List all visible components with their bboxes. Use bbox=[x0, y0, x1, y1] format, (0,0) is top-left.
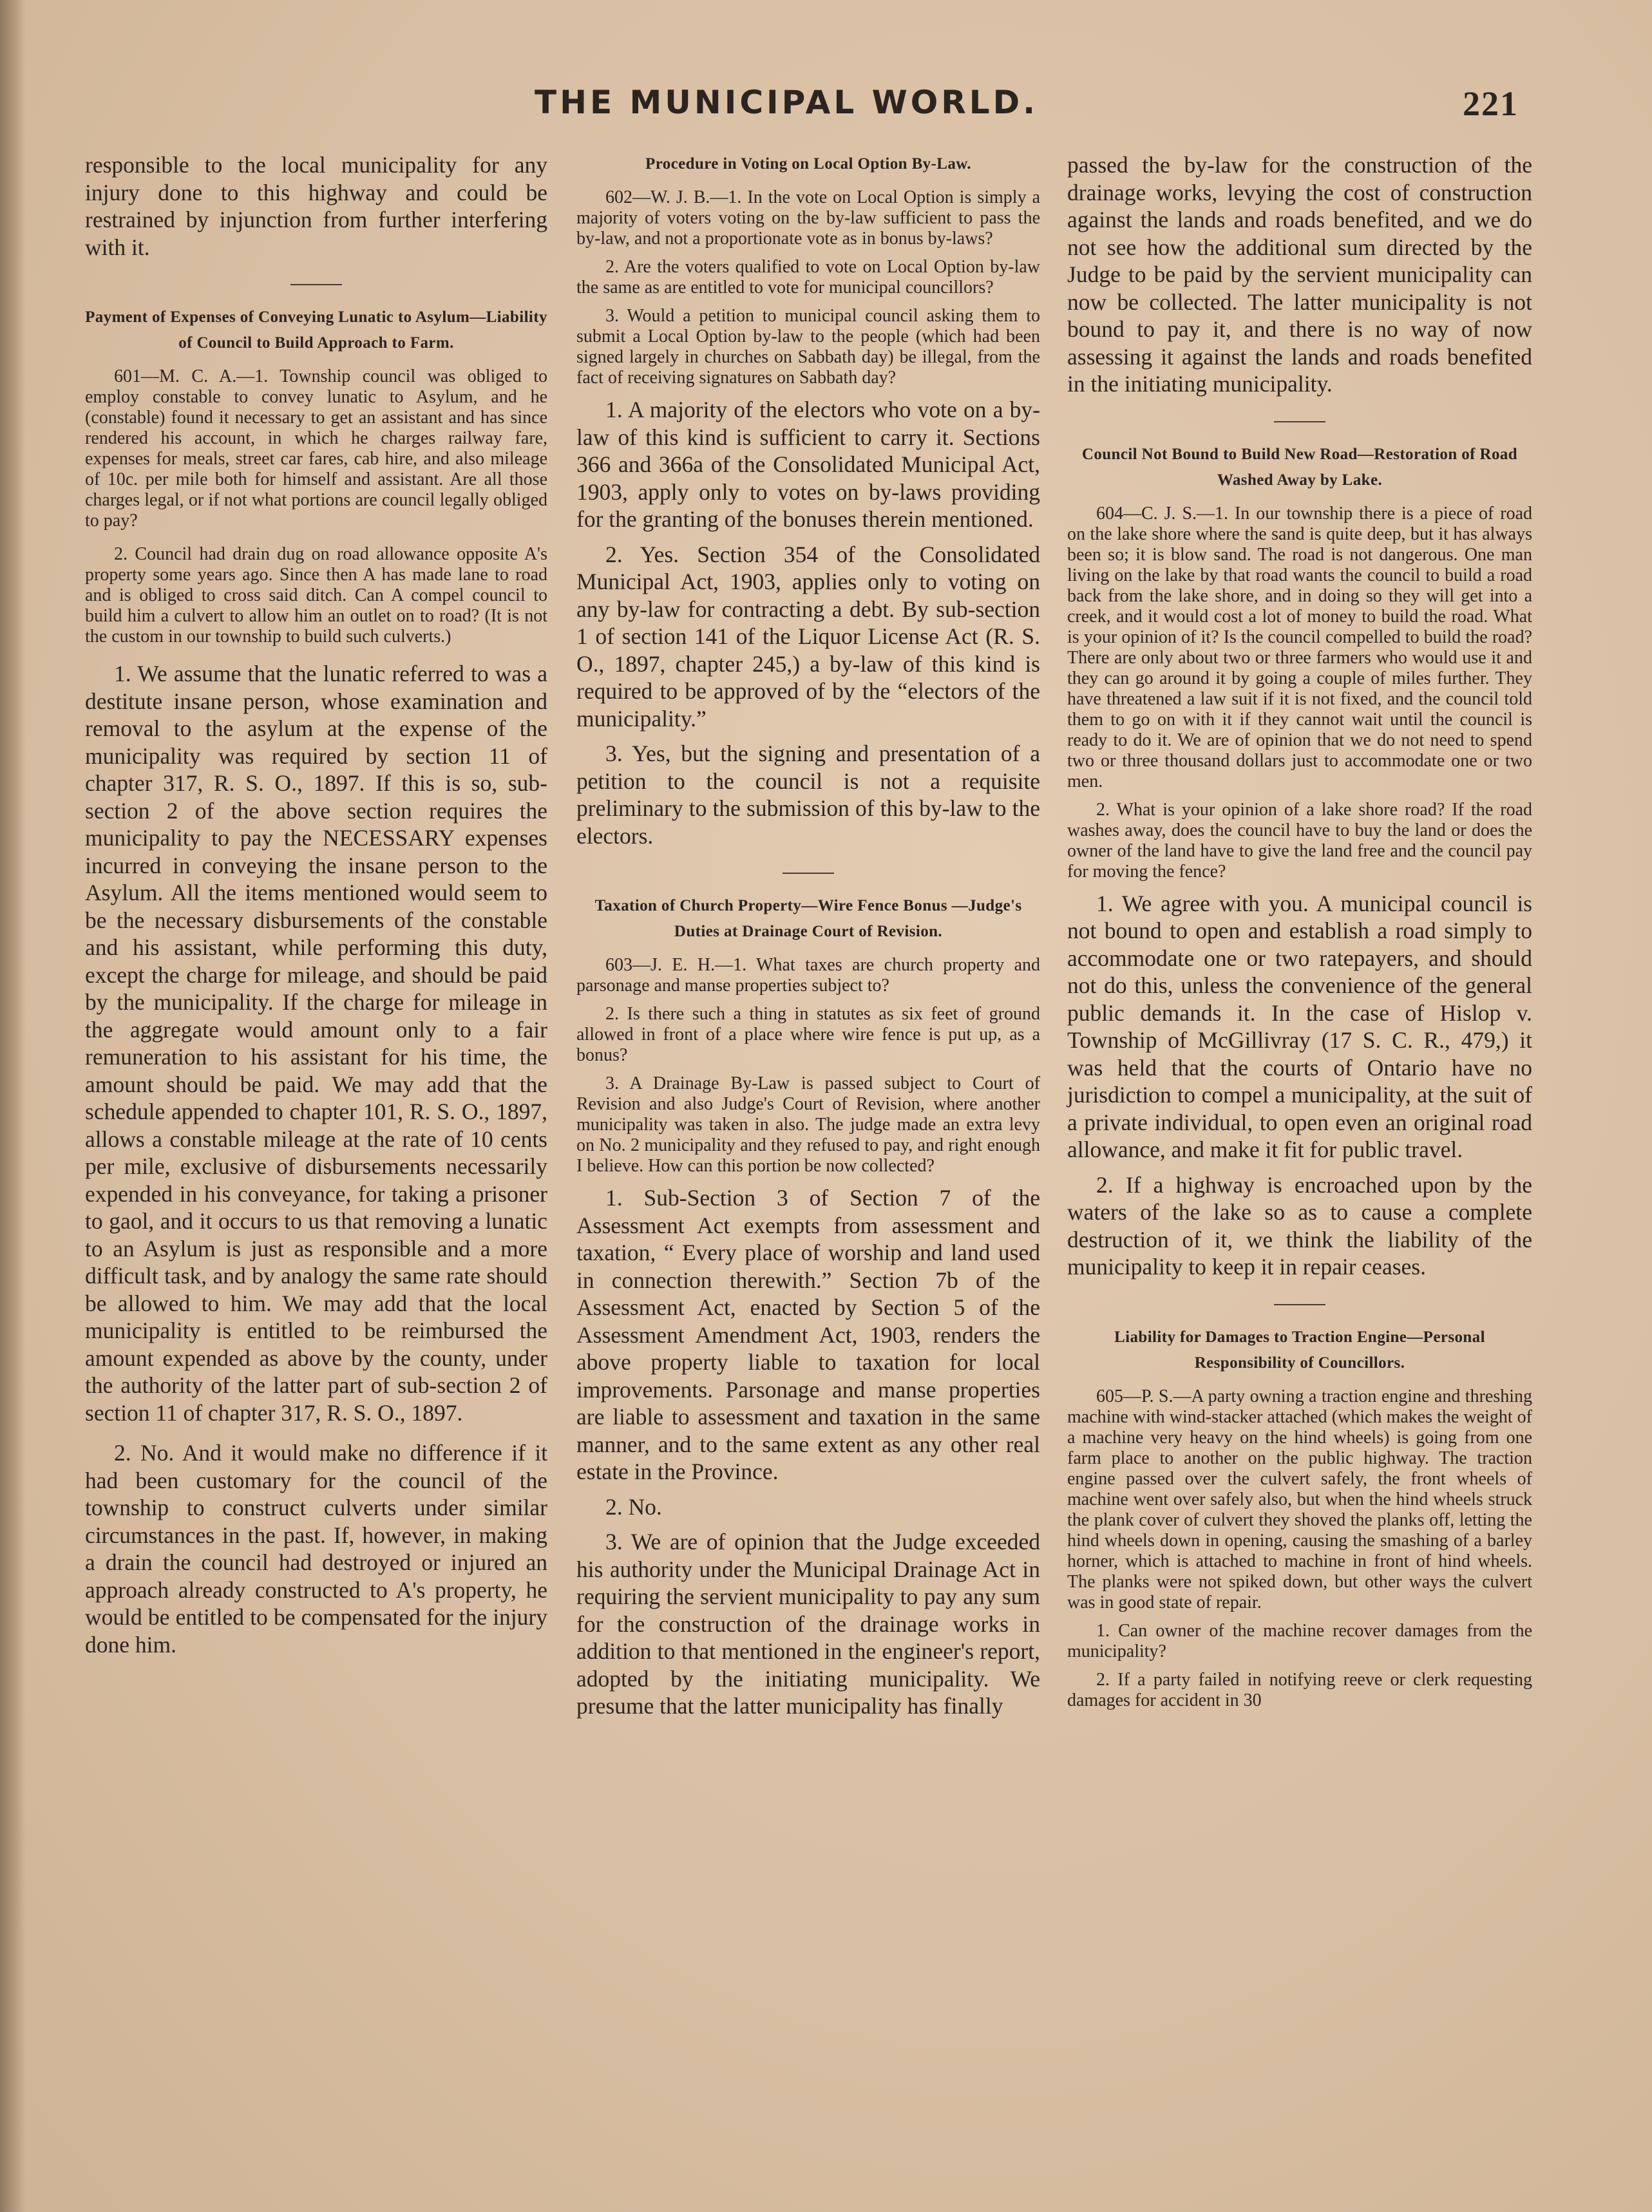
page-header bbox=[535, 84, 1565, 135]
article-heading: Payment of Expenses of Conveying Lunatic to Asylum—Liability of Council to Build Approach to Farm. bbox=[85, 308, 547, 352]
column-left bbox=[85, 151, 547, 1658]
answer-paragraph: 1. We assume that the lunatic referred to was a destitute insane person, whose examination and removal to the asylum at the expense of the municipality was required by section 11 of chapter 317, R. S. O., 1897. If this is so, sub-section 2 of the above section requires the municipality to pay the NECESSARY expenses incurred in conveying the insane person to the Asylum. All the items mentioned would seem to be the necessary disbursements of the constable and his assistant, while performing this duty, except the charge for mileage, and should be paid by the municipality. If the charge for mileage in the aggregate would amount only to a fair remuneration to his assistant for his time, the amount should be paid. We may add that the schedule appended to chapter 101, R. S. O., 1897, allows a constable mileage at the rate of 10 cents per mile, exclusive of disbursements necessarily expended in his conveyance, for taking a prisoner to gaol, and it occurs to us that removing a lunatic to an Asylum is just as responsible and a more difficult task, and by analogy the same rate should be allowed to him. We may add that the local municipality is entitled to be reimbursed the amount expended as above by the county, under the authority of the latter part of sub-section 2 of section 11 of chapter 317, R. S. O., 1897. bbox=[85, 661, 547, 1426]
question-paragraph: 2. Council had drain dug on road allowance opposite A's property some years ago. Since then A has made lane to road and is obliged to cross said ditch. Can A compel council to build him a culvert to allow him an outlet on to road? (It is not the custom in our township to build such culverts.) bbox=[85, 544, 547, 647]
question-paragraph: 603—J. E. H.—1. What taxes are church property and parsonage and manse properties subject to? bbox=[576, 955, 1040, 996]
question-paragraph: 2. If a party failed in notifying reeve or clerk requesting damages for accident in 30 bbox=[1067, 1669, 1532, 1710]
question-paragraph: 602—W. J. B.—1. In the vote on Local Option is simply a majority of voters voting on the by-law sufficient to pass the by-law, and not a proportionate vote as in bonus by-laws? bbox=[576, 187, 1040, 249]
article-heading: Procedure in Voting on Local Option By-Law. bbox=[645, 155, 971, 173]
answer-paragraph: 1. A majority of the electors who vote on a by-law of this kind is sufficient to carry it. Sections 366 and 366a of the Consolidated Municipal Act, 1903, apply only to votes on by-laws providing for the granting of the bonuses therein mentioned. bbox=[576, 397, 1040, 532]
masthead-title: THE MUNICIPAL WORLD. bbox=[535, 84, 1039, 121]
answer-paragraph: 2. Yes. Section 354 of the Consolidated Municipal Act, 1903, applies only to voting on any by-law for contracting a debt. By sub-section 1 of section 141 of the Liquor License Act (R. S. O., 1897, chapter 245,) a by-law of this kind is required to be approved of by the “electors of the municipality.” bbox=[576, 541, 1040, 732]
article-heading: Taxation of Church Property—Wire Fence Bonus —Judge's Duties at Drainage Court of Revision. bbox=[594, 897, 1022, 940]
section-divider bbox=[1274, 421, 1325, 422]
answer-paragraph: 2. No. bbox=[605, 1493, 662, 1520]
answer-paragraph: 2. If a highway is encroached upon by the waters of the lake so as to cause a complete destruction of it, we think the liability of the municipality to keep it in repair ceases. bbox=[1067, 1171, 1532, 1280]
question-paragraph: 601—M. C. A.—1. Township council was obliged to employ constable to convey lunatic to Asylum, and he (constable) found it necessary to get an assistant and has since rendered his account, in which he charges railway fare, expenses for meals, street car fares, cab hire, and also mileage of 10c. per mile both for himself and assistant. Are all those charges legal, or if not what portions are council legally obliged to pay? bbox=[85, 366, 547, 531]
answer-paragraph: 2. No. And it would make no difference if it had been customary for the council of the township to construct culverts under similar circumstances in the past. If, however, in making a drain the council had destroyed or injured an approach already constructed to A's property, he would be entitled to be compensated for the injury done him. bbox=[85, 1440, 547, 1658]
question-paragraph: 2. Is there such a thing in statutes as six feet of ground allowed in front of a place where wire fence is put up, as a bonus? bbox=[576, 1004, 1040, 1065]
answer-paragraph: 1. Sub-Section 3 of Section 7 of the Assessment Act exempts from assessment and taxation, “ Every place of worship and land used in connection therewith.” Section 7b of the Assessment Act, enacted by Section 5 of the Assessment Amendment Act, 1903, renders the above property liable to taxation for local improvements. Parsonage and manse properties are liable to assessment and taxation in the same manner, and to the same extent as any other real estate in the Province. bbox=[576, 1185, 1040, 1484]
article-paragraph: responsible to the local municipality for any injury done to this highway and could be restrained by injunction from further interfering with it. bbox=[85, 152, 547, 260]
article-paragraph: passed the by-law for the construction of the drainage works, levying the cost of construction against the lands and roads benefited, and we do not see how the additional sum directed by the Judge to be paid by the servient municipality can now be collected. The latter municipality is not bound to pay it, and there is no way of now assessing it against the lands and roads benefited in the initiating municipality. bbox=[1067, 152, 1532, 397]
answer-paragraph: 3. We are of opinion that the Judge exceeded his authority under the Municipal Drainage Act in requiring the servient municipality to pay any sum for the construction of the drainage works in addition to that mentioned in the engineer's report, adopted by the initiating municipality. We presume that the latter municipality has finally bbox=[576, 1529, 1040, 1719]
section-divider bbox=[290, 284, 342, 285]
question-paragraph: 3. Would a petition to municipal council asking them to submit a Local Option by-law to the people (which had been signed largely in churches on Sabbath day) be illegal, from the fact of receiving signatures on Sabbath day? bbox=[576, 306, 1040, 388]
page-binding-shadow bbox=[0, 0, 26, 2212]
answer-paragraph: 1. We agree with you. A municipal council is not bound to open and establish a road simply to accommodate one or two ratepayers, and should not do this, unless the convenience of the general public demands it. In the case of Hislop v. Township of McGillivray (17 S. C. R., 479,) it was held that the courts of Ontario have no jurisdiction to compel a municipality, at the suit of a private individual, to open even an original road allowance, and make it fit for public travel. bbox=[1067, 890, 1532, 1162]
answer-paragraph: 3. Yes, but the signing and presentation of a petition to the council is not a requisite preliminary to the submission of this by-law to the electors. bbox=[576, 741, 1040, 849]
column-right bbox=[1067, 151, 1532, 1711]
section-divider bbox=[1274, 1304, 1325, 1305]
page-number: 221 bbox=[1463, 84, 1519, 123]
column-middle bbox=[576, 151, 1040, 1720]
question-paragraph: 3. A Drainage By-Law is passed subject to Court of Revision and also Judge's Court of Revision, where another municipality was taken in also. The judge made an extra levy on No. 2 municipality and they refused to pay, and right enough I believe. How can this portion be now collected? bbox=[576, 1073, 1040, 1176]
question-paragraph: 604—C. J. S.—1. In our township there is a piece of road on the lake shore where the sand is quite deep, but it has always been so; it is blow sand. The road is not dangerous. One man living on the lake by that road wants the council to build a road back from the lake shore, and in doing so they will get into a creek, and it would cost a lot of money to build the road. What is your opinion of it? Is the council compelled to build the road? There are only about two or three farmers who would use it and they can go around it by going a couple of miles further. They have threatened a law suit if it is not fixed, and the council told them to go on with it if they cannot wait until the council is ready to do it. We are of opinion that we do not need to spend two or three thousand dollars just to accommodate one or two men. bbox=[1067, 503, 1532, 791]
question-paragraph: 2. What is your opinion of a lake shore road? If the road washes away, does the council have to buy the land or does the owner of the land have to give the land free and the council pay for moving the fence? bbox=[1067, 799, 1532, 882]
question-paragraph: 1. Can owner of the machine recover damages from the municipality? bbox=[1067, 1620, 1532, 1661]
question-paragraph: 605—P. S.—A party owning a traction engine and threshing machine with wind-stacker attached (which makes the weight of a machine very heavy on the hind wheels) is going from one farm place to another on the public highway. The traction engine passed over the culvert safely, the front wheels of machine went over safely also, but when the hind wheels struck the plank cover of culvert they shoved the planks off, letting the hind wheels down in opening, causing the smashing of a barley horner, which is attached to machine in front of hind wheels. The planks were not spiked down, but other ways the culvert was in good state of repair. bbox=[1067, 1386, 1532, 1612]
article-heading: Liability for Damages to Traction Engine—Personal Responsibility of Councillors. bbox=[1114, 1328, 1485, 1372]
section-divider bbox=[783, 873, 834, 874]
article-heading: Council Not Bound to Build New Road—Restoration of Road Washed Away by Lake. bbox=[1081, 445, 1518, 489]
question-paragraph: 2. Are the voters qualified to vote on Local Option by-law the same as are entitled to vote for municipal councillors? bbox=[576, 257, 1040, 298]
